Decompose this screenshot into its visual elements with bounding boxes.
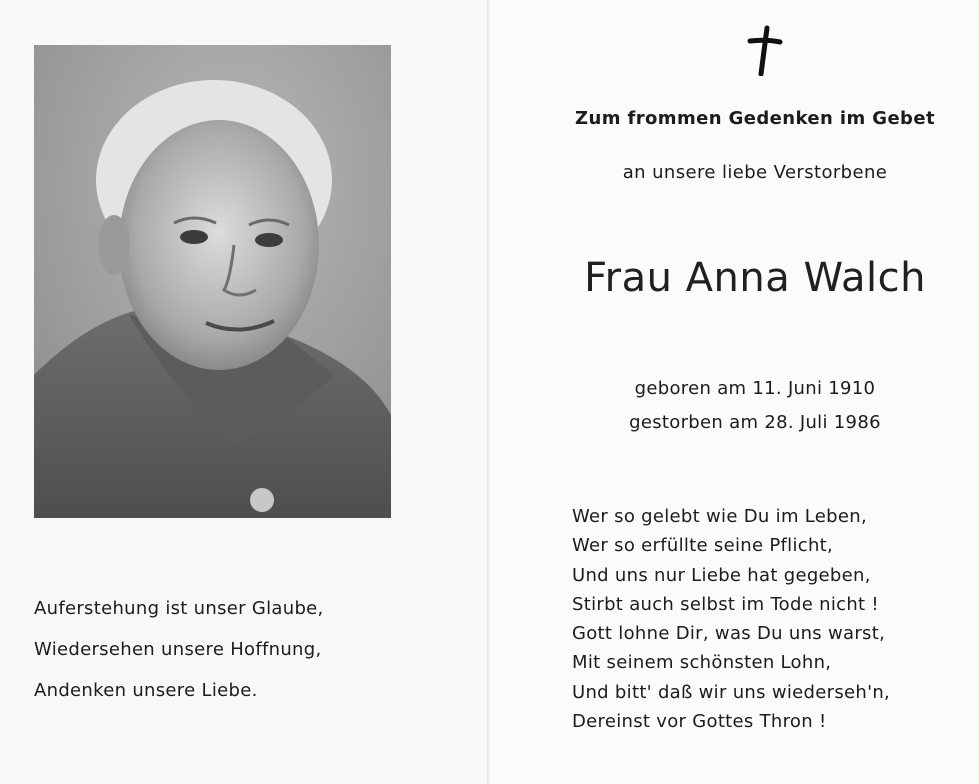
cross-icon	[736, 24, 794, 76]
death-date: gestorben am 28. Juli 1986	[629, 412, 881, 433]
poem-line: Gott lohne Dir, was Du uns warst,	[572, 623, 886, 645]
memorial-heading: Zum frommen Gedenken im Gebet	[575, 108, 935, 129]
life-dates	[540, 372, 970, 440]
memorial-poem	[572, 502, 972, 736]
left-page	[0, 0, 488, 784]
poem-line: Dereinst vor Gottes Thron !	[572, 711, 827, 733]
poem-line: Wer so erfüllte seine Pflicht,	[572, 535, 834, 557]
left-verse	[34, 588, 454, 711]
portrait-icon	[34, 45, 391, 518]
verse-line: Wiedersehen unsere Hoffnung,	[34, 639, 322, 660]
poem-line: Stirbt auch selbst im Tode nicht !	[572, 593, 879, 615]
poem-line: Und bitt' daß wir uns wiederseh'n,	[572, 681, 891, 703]
poem-line: Und uns nur Liebe hat gegeben,	[572, 564, 871, 586]
portrait-photo	[34, 45, 391, 518]
poem-line: Mit seinem schönsten Lohn,	[572, 652, 832, 674]
deceased-name: Frau Anna Walch	[584, 255, 926, 301]
verse-line: Andenken unsere Liebe.	[34, 680, 258, 701]
verse-line: Auferstehung ist unser Glaube,	[34, 598, 324, 619]
poem-line: Wer so gelebt wie Du im Leben,	[572, 506, 868, 527]
birth-date: geboren am 11. Juni 1910	[634, 378, 876, 399]
memorial-subheading: an unsere liebe Verstorbene	[622, 162, 888, 183]
